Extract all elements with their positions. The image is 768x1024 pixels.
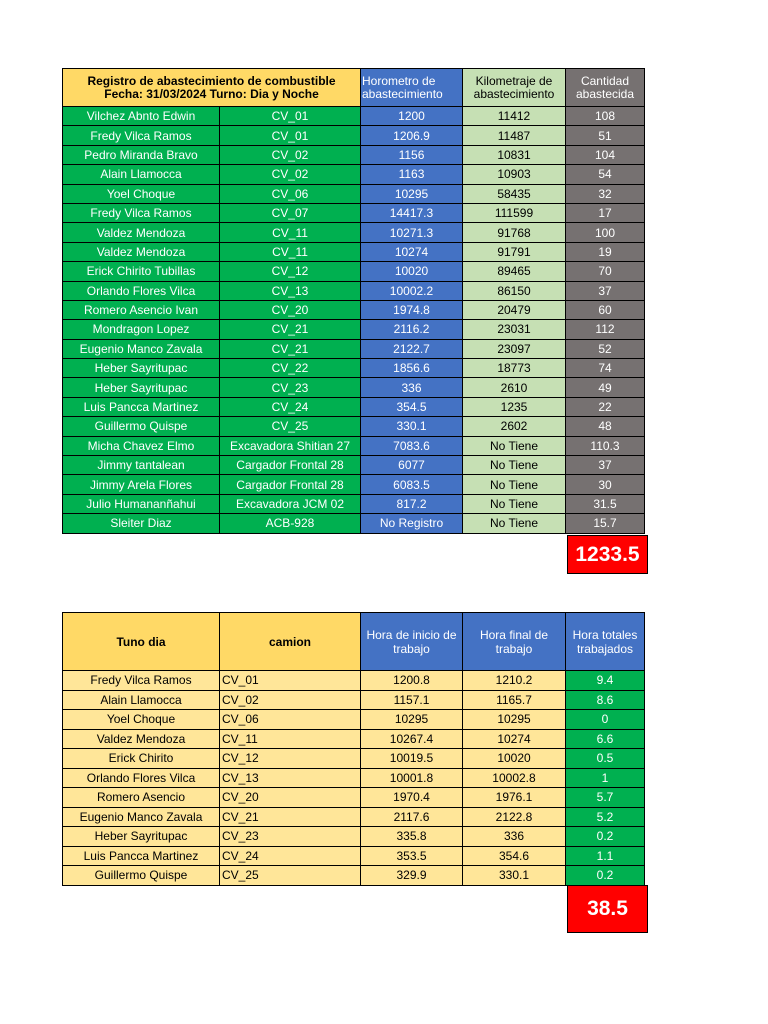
table-row bbox=[63, 107, 645, 126]
kilometraje-cell: 2602 bbox=[463, 417, 566, 436]
fuel-table-title-line2: Fecha: 31/03/2024 Turno: Dia y Noche bbox=[104, 86, 319, 101]
horometro-cell: 6083.5 bbox=[361, 475, 463, 494]
cantidad-cell: 22 bbox=[566, 397, 645, 416]
table-row bbox=[63, 494, 645, 513]
truck-cell: CV_25 bbox=[220, 866, 361, 886]
end-hour-cell: 330.1 bbox=[463, 866, 566, 886]
end-hour-cell: 1210.2 bbox=[463, 671, 566, 691]
truck-cell: CV_12 bbox=[220, 749, 361, 769]
header-cantidad-line1: Cantidad bbox=[580, 73, 630, 88]
table-row bbox=[63, 320, 645, 339]
total-hours-cell: 5.7 bbox=[566, 788, 645, 808]
operator-cell: Julio Humananñahui bbox=[63, 494, 220, 513]
hours-table-header-row bbox=[63, 613, 645, 671]
cantidad-cell: 32 bbox=[566, 184, 645, 203]
header-cantidad bbox=[566, 69, 645, 107]
horometro-cell: 2122.7 bbox=[361, 339, 463, 358]
operator-cell: Heber Sayritupac bbox=[63, 827, 220, 847]
kilometraje-cell: 10903 bbox=[463, 165, 566, 184]
end-hour-cell: 336 bbox=[463, 827, 566, 847]
horometro-cell: 1156 bbox=[361, 145, 463, 164]
equipment-cell: Excavadora Shitian 27 bbox=[220, 436, 361, 455]
operator-cell: Pedro Miranda Bravo bbox=[63, 145, 220, 164]
total-hours-cell: 1 bbox=[566, 768, 645, 788]
end-hour-cell: 10020 bbox=[463, 749, 566, 769]
kilometraje-cell: 23097 bbox=[463, 339, 566, 358]
hours-total: 38.5 bbox=[567, 885, 648, 933]
equipment-cell: CV_02 bbox=[220, 165, 361, 184]
kilometraje-cell: 10831 bbox=[463, 145, 566, 164]
start-hour-cell: 329.9 bbox=[361, 866, 463, 886]
table-row bbox=[63, 397, 645, 416]
operator-cell: Heber Sayritupac bbox=[63, 359, 220, 378]
header-kilometraje bbox=[463, 69, 566, 107]
table-row bbox=[63, 436, 645, 455]
header-cantidad-line2: abastecida bbox=[575, 86, 635, 101]
cantidad-cell: 37 bbox=[566, 281, 645, 300]
operator-cell: Luis Pancca Martinez bbox=[63, 846, 220, 866]
table-row bbox=[63, 262, 645, 281]
equipment-cell: CV_12 bbox=[220, 262, 361, 281]
fuel-supply-table bbox=[62, 68, 645, 534]
header-hora-final: Hora final de trabajo bbox=[463, 613, 566, 671]
truck-cell: CV_23 bbox=[220, 827, 361, 847]
horometro-cell: No Registro bbox=[361, 514, 463, 533]
total-hours-cell: 0.2 bbox=[566, 827, 645, 847]
table-row bbox=[63, 281, 645, 300]
total-hours-cell: 0.2 bbox=[566, 866, 645, 886]
horometro-cell: 817.2 bbox=[361, 494, 463, 513]
table-row bbox=[63, 671, 645, 691]
operator-cell: Alain Llamocca bbox=[63, 690, 220, 710]
equipment-cell: CV_20 bbox=[220, 300, 361, 319]
start-hour-cell: 353.5 bbox=[361, 846, 463, 866]
operator-cell: Valdez Mendoza bbox=[63, 242, 220, 261]
start-hour-cell: 1157.1 bbox=[361, 690, 463, 710]
fuel-table-header-row bbox=[63, 69, 645, 107]
table-row bbox=[63, 788, 645, 808]
equipment-cell: CV_24 bbox=[220, 397, 361, 416]
total-hours-cell: 0.5 bbox=[566, 749, 645, 769]
cantidad-cell: 15.7 bbox=[566, 514, 645, 533]
operator-cell: Yoel Choque bbox=[63, 710, 220, 730]
horometro-cell: 1163 bbox=[361, 165, 463, 184]
table-row bbox=[63, 126, 645, 145]
equipment-cell: Cargador Frontal 28 bbox=[220, 456, 361, 475]
operator-cell: Fredy Vilca Ramos bbox=[63, 671, 220, 691]
header-horometro-line2: abastecimiento bbox=[362, 86, 443, 101]
kilometraje-cell: 18773 bbox=[463, 359, 566, 378]
equipment-cell: CV_23 bbox=[220, 378, 361, 397]
truck-cell: CV_13 bbox=[220, 768, 361, 788]
truck-cell: CV_11 bbox=[220, 729, 361, 749]
table-row bbox=[63, 729, 645, 749]
truck-cell: CV_06 bbox=[220, 710, 361, 730]
fuel-table-title bbox=[63, 69, 361, 107]
start-hour-cell: 10019.5 bbox=[361, 749, 463, 769]
cantidad-cell: 31.5 bbox=[566, 494, 645, 513]
total-hours-cell: 8.6 bbox=[566, 690, 645, 710]
cantidad-cell: 74 bbox=[566, 359, 645, 378]
table-row bbox=[63, 807, 645, 827]
header-kilometraje-line1: Kilometraje de bbox=[475, 73, 553, 88]
operator-cell: Mondragon Lopez bbox=[63, 320, 220, 339]
cantidad-cell: 17 bbox=[566, 203, 645, 222]
kilometraje-cell: 86150 bbox=[463, 281, 566, 300]
total-hours-cell: 1.1 bbox=[566, 846, 645, 866]
total-hours-cell: 6.6 bbox=[566, 729, 645, 749]
operator-cell: Luis Pancca Martinez bbox=[63, 397, 220, 416]
table-row bbox=[63, 475, 645, 494]
table-row bbox=[63, 456, 645, 475]
header-hora-inicio: Hora de inicio de trabajo bbox=[361, 613, 463, 671]
horometro-cell: 354.5 bbox=[361, 397, 463, 416]
equipment-cell: Excavadora JCM 02 bbox=[220, 494, 361, 513]
cantidad-cell: 100 bbox=[566, 223, 645, 242]
end-hour-cell: 10295 bbox=[463, 710, 566, 730]
operator-cell: Romero Asencio Ivan bbox=[63, 300, 220, 319]
cantidad-cell: 51 bbox=[566, 126, 645, 145]
kilometraje-cell: No Tiene bbox=[463, 514, 566, 533]
start-hour-cell: 2117.6 bbox=[361, 807, 463, 827]
operator-cell: Jimmy tantalean bbox=[63, 456, 220, 475]
equipment-cell: CV_06 bbox=[220, 184, 361, 203]
start-hour-cell: 10267.4 bbox=[361, 729, 463, 749]
operator-cell: Romero Asencio bbox=[63, 788, 220, 808]
kilometraje-cell: 2610 bbox=[463, 378, 566, 397]
operator-cell: Eugenio Manco Zavala bbox=[63, 339, 220, 358]
truck-cell: CV_21 bbox=[220, 807, 361, 827]
header-horometro-line1: Horometro de bbox=[362, 73, 436, 88]
horometro-cell: 14417.3 bbox=[361, 203, 463, 222]
truck-cell: CV_24 bbox=[220, 846, 361, 866]
horometro-cell: 336 bbox=[361, 378, 463, 397]
table-row bbox=[63, 145, 645, 164]
horometro-cell: 330.1 bbox=[361, 417, 463, 436]
start-hour-cell: 335.8 bbox=[361, 827, 463, 847]
operator-cell: Valdez Mendoza bbox=[63, 223, 220, 242]
horometro-cell: 10271.3 bbox=[361, 223, 463, 242]
operator-cell: Guillermo Quispe bbox=[63, 866, 220, 886]
table-row bbox=[63, 203, 645, 222]
table-row bbox=[63, 184, 645, 203]
equipment-cell: CV_11 bbox=[220, 242, 361, 261]
kilometraje-cell: No Tiene bbox=[463, 436, 566, 455]
operator-cell: Guillermo Quispe bbox=[63, 417, 220, 436]
truck-cell: CV_01 bbox=[220, 671, 361, 691]
start-hour-cell: 1970.4 bbox=[361, 788, 463, 808]
fuel-table-title-line1: Registro de abastecimiento de combustible bbox=[87, 73, 336, 88]
horometro-cell: 1974.8 bbox=[361, 300, 463, 319]
table-row bbox=[63, 242, 645, 261]
kilometraje-cell: 91791 bbox=[463, 242, 566, 261]
operator-cell: Erick Chirito bbox=[63, 749, 220, 769]
operator-cell: Alain Llamocca bbox=[63, 165, 220, 184]
cantidad-cell: 54 bbox=[566, 165, 645, 184]
operator-cell: Orlando Flores Vilca bbox=[63, 281, 220, 300]
equipment-cell: CV_07 bbox=[220, 203, 361, 222]
header-camion: camion bbox=[220, 613, 361, 671]
table-row bbox=[63, 710, 645, 730]
cantidad-cell: 108 bbox=[566, 107, 645, 126]
kilometraje-cell: No Tiene bbox=[463, 494, 566, 513]
operator-cell: Fredy Vilca Ramos bbox=[63, 126, 220, 145]
truck-cell: CV_20 bbox=[220, 788, 361, 808]
kilometraje-cell: 11487 bbox=[463, 126, 566, 145]
start-hour-cell: 1200.8 bbox=[361, 671, 463, 691]
operator-cell: Orlando Flores Vilca bbox=[63, 768, 220, 788]
end-hour-cell: 354.6 bbox=[463, 846, 566, 866]
table-row bbox=[63, 749, 645, 769]
start-hour-cell: 10001.8 bbox=[361, 768, 463, 788]
table-row bbox=[63, 300, 645, 319]
truck-cell: CV_02 bbox=[220, 690, 361, 710]
equipment-cell: CV_13 bbox=[220, 281, 361, 300]
end-hour-cell: 10274 bbox=[463, 729, 566, 749]
cantidad-cell: 60 bbox=[566, 300, 645, 319]
kilometraje-cell: No Tiene bbox=[463, 475, 566, 494]
table-row bbox=[63, 514, 645, 533]
table-row bbox=[63, 339, 645, 358]
total-hours-cell: 9.4 bbox=[566, 671, 645, 691]
cantidad-cell: 30 bbox=[566, 475, 645, 494]
operator-cell: Sleiter Diaz bbox=[63, 514, 220, 533]
operator-cell: Eugenio Manco Zavala bbox=[63, 807, 220, 827]
operator-cell: Valdez Mendoza bbox=[63, 729, 220, 749]
table-row bbox=[63, 223, 645, 242]
kilometraje-cell: 20479 bbox=[463, 300, 566, 319]
equipment-cell: CV_22 bbox=[220, 359, 361, 378]
operator-cell: Micha Chavez Elmo bbox=[63, 436, 220, 455]
table-row bbox=[63, 690, 645, 710]
kilometraje-cell: 11412 bbox=[463, 107, 566, 126]
table-row bbox=[63, 359, 645, 378]
horometro-cell: 6077 bbox=[361, 456, 463, 475]
horometro-cell: 10274 bbox=[361, 242, 463, 261]
start-hour-cell: 10295 bbox=[361, 710, 463, 730]
table-row bbox=[63, 768, 645, 788]
cantidad-cell: 19 bbox=[566, 242, 645, 261]
operator-cell: Fredy Vilca Ramos bbox=[63, 203, 220, 222]
equipment-cell: CV_01 bbox=[220, 107, 361, 126]
table-row bbox=[63, 378, 645, 397]
end-hour-cell: 1976.1 bbox=[463, 788, 566, 808]
cantidad-cell: 110.3 bbox=[566, 436, 645, 455]
header-hora-totales: Hora totales trabajados bbox=[566, 613, 645, 671]
equipment-cell: CV_25 bbox=[220, 417, 361, 436]
end-hour-cell: 2122.8 bbox=[463, 807, 566, 827]
equipment-cell: ACB-928 bbox=[220, 514, 361, 533]
equipment-cell: CV_11 bbox=[220, 223, 361, 242]
kilometraje-cell: 111599 bbox=[463, 203, 566, 222]
header-turno: Tuno dia bbox=[63, 613, 220, 671]
equipment-cell: CV_21 bbox=[220, 320, 361, 339]
kilometraje-cell: 58435 bbox=[463, 184, 566, 203]
horometro-cell: 1856.6 bbox=[361, 359, 463, 378]
kilometraje-cell: No Tiene bbox=[463, 456, 566, 475]
equipment-cell: CV_01 bbox=[220, 126, 361, 145]
horometro-cell: 2116.2 bbox=[361, 320, 463, 339]
total-hours-cell: 0 bbox=[566, 710, 645, 730]
cantidad-cell: 48 bbox=[566, 417, 645, 436]
table-row bbox=[63, 866, 645, 886]
header-horometro bbox=[361, 69, 463, 107]
horometro-cell: 10002.2 bbox=[361, 281, 463, 300]
horometro-cell: 1200 bbox=[361, 107, 463, 126]
kilometraje-cell: 91768 bbox=[463, 223, 566, 242]
total-hours-cell: 5.2 bbox=[566, 807, 645, 827]
cantidad-cell: 49 bbox=[566, 378, 645, 397]
equipment-cell: Cargador Frontal 28 bbox=[220, 475, 361, 494]
kilometraje-cell: 89465 bbox=[463, 262, 566, 281]
operator-cell: Jimmy Arela Flores bbox=[63, 475, 220, 494]
equipment-cell: CV_21 bbox=[220, 339, 361, 358]
operator-cell: Heber Sayritupac bbox=[63, 378, 220, 397]
cantidad-cell: 112 bbox=[566, 320, 645, 339]
work-hours-table bbox=[62, 612, 645, 886]
operator-cell: Yoel Choque bbox=[63, 184, 220, 203]
fuel-total: 1233.5 bbox=[567, 535, 648, 574]
header-kilometraje-line2: abastecimiento bbox=[473, 86, 555, 101]
kilometraje-cell: 23031 bbox=[463, 320, 566, 339]
table-row bbox=[63, 165, 645, 184]
horometro-cell: 7083.6 bbox=[361, 436, 463, 455]
end-hour-cell: 1165.7 bbox=[463, 690, 566, 710]
cantidad-cell: 104 bbox=[566, 145, 645, 164]
cantidad-cell: 70 bbox=[566, 262, 645, 281]
table-row bbox=[63, 417, 645, 436]
horometro-cell: 10295 bbox=[361, 184, 463, 203]
equipment-cell: CV_02 bbox=[220, 145, 361, 164]
horometro-cell: 1206.9 bbox=[361, 126, 463, 145]
cantidad-cell: 37 bbox=[566, 456, 645, 475]
cantidad-cell: 52 bbox=[566, 339, 645, 358]
operator-cell: Erick Chirito Tubillas bbox=[63, 262, 220, 281]
table-row bbox=[63, 827, 645, 847]
end-hour-cell: 10002.8 bbox=[463, 768, 566, 788]
kilometraje-cell: 1235 bbox=[463, 397, 566, 416]
operator-cell: Vilchez Abnto Edwin bbox=[63, 107, 220, 126]
table-row bbox=[63, 846, 645, 866]
horometro-cell: 10020 bbox=[361, 262, 463, 281]
